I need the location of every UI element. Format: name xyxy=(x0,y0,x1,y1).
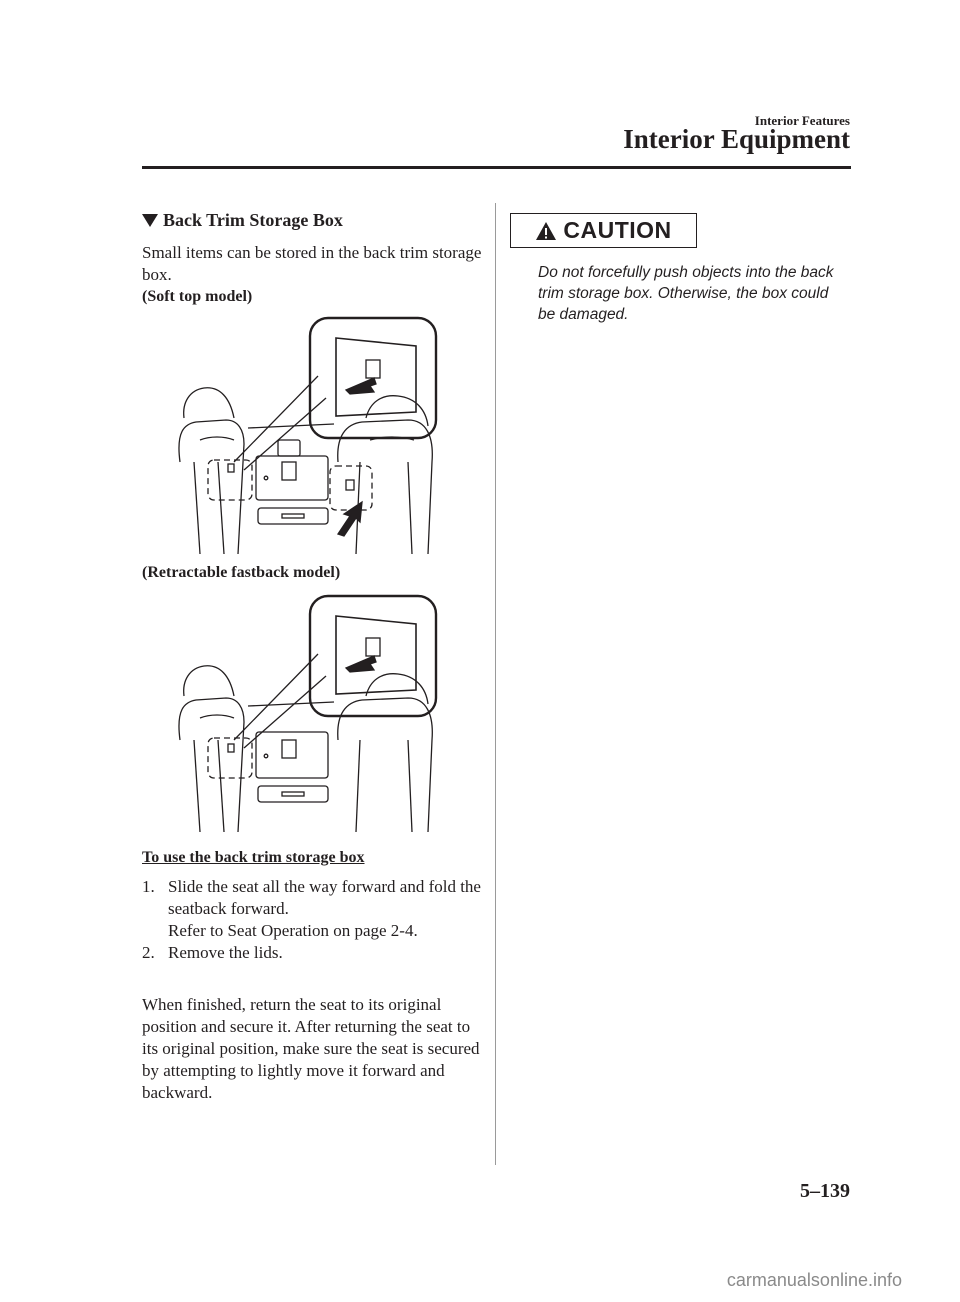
retractable-storage-illustration xyxy=(170,590,440,832)
warning-icon xyxy=(535,221,557,241)
header-rule xyxy=(142,166,851,169)
caution-title: CAUTION xyxy=(563,217,672,243)
retractable-label: (Retractable fastback model) xyxy=(142,564,341,581)
section-heading-text: Back Trim Storage Box xyxy=(163,210,343,230)
step-number: 2. xyxy=(142,943,155,962)
step-text: Remove the lids. xyxy=(168,943,283,962)
step-reference: Refer to Seat Operation on page 2-4. xyxy=(168,921,418,940)
caution-text: Do not forcefully push objects into the back trim storage box. Otherwise, the box could be damaged. xyxy=(538,264,834,323)
page-number: 5–139 xyxy=(800,1180,850,1202)
section-heading xyxy=(142,210,343,231)
step-item xyxy=(142,876,492,942)
step-item xyxy=(142,942,492,964)
soft-top-storage-illustration xyxy=(170,312,440,554)
steps-list xyxy=(142,876,492,964)
running-header-chapter: Interior Equipment xyxy=(623,124,850,154)
running-header-section: Interior Features xyxy=(754,113,850,128)
watermark: carmanualsonline.info xyxy=(726,1270,902,1290)
step-number: 1. xyxy=(142,877,155,896)
caution-box xyxy=(510,213,697,248)
after-use-paragraph: When finished, return the seat to its original position and secure it. After returning the seat to its original position, make sure the seat is secured by attempting to lightly move it forward and backward. xyxy=(142,995,480,1102)
intro-paragraph: Small items can be stored in the back trim storage box. xyxy=(142,243,482,284)
triangle-bullet-icon xyxy=(142,214,158,227)
step-text: Slide the seat all the way forward and fold the seatback forward. xyxy=(168,877,481,918)
soft-top-label: (Soft top model) xyxy=(142,288,253,305)
column-divider xyxy=(495,203,496,1165)
usage-heading: To use the back trim storage box xyxy=(142,849,365,866)
